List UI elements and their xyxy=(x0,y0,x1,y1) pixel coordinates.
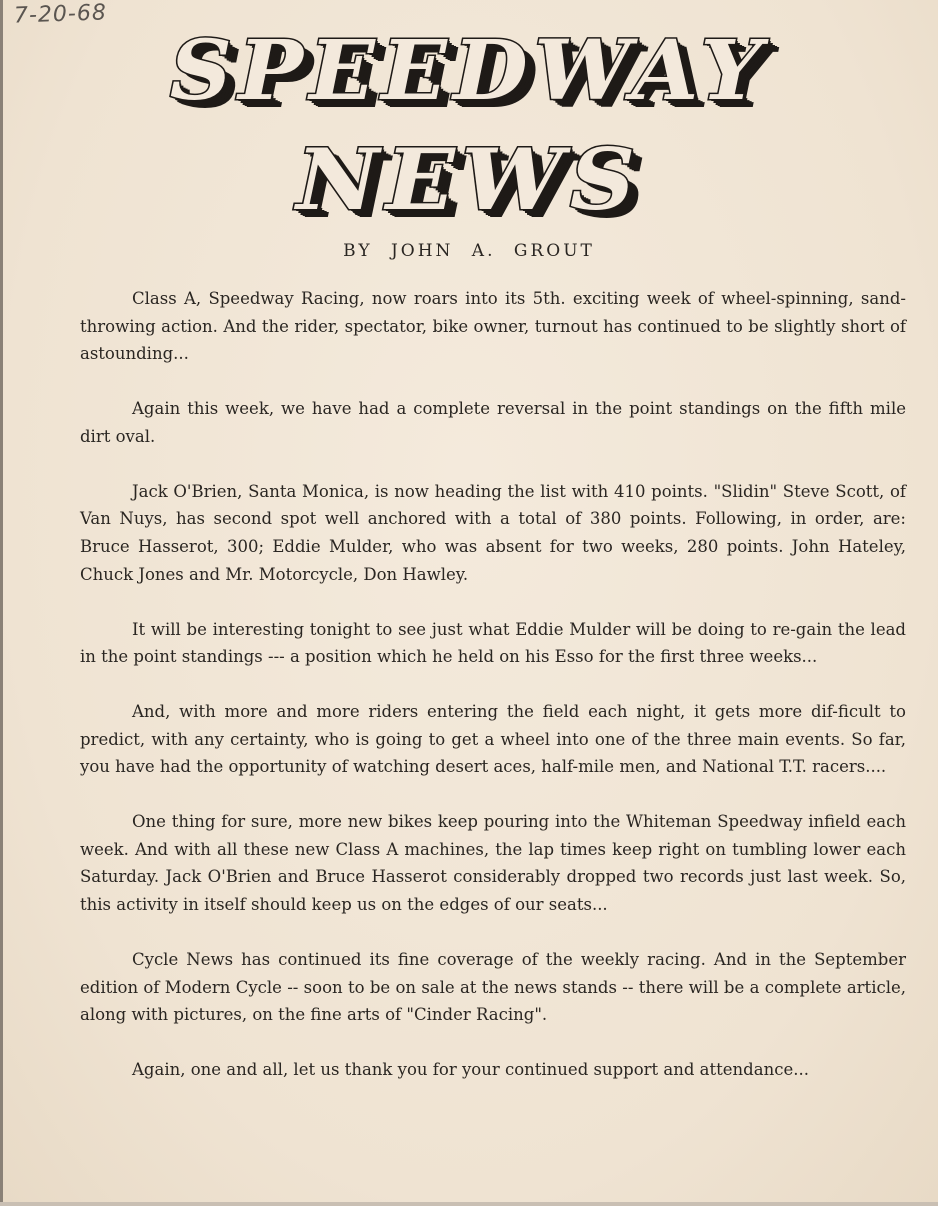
paragraph-1: Class A, Speedway Racing, now roars into its 5th. exciting week of wheel-spinning, sand-throwing action. And the rider, spectator, bike owner, turnout has continued to be slightly short of astounding... xyxy=(80,289,906,364)
masthead-title-line1: SPEEDWAY xyxy=(169,23,769,119)
page-edge-bottom xyxy=(0,1202,938,1206)
article-body xyxy=(80,285,906,1084)
paragraph-5: And, with more and more riders entering the field each night, it gets more dif-ficult to predict, with any certainty, who is going to get a wheel into one of the three main events. So far, you have had the opportunity of watching desert aces, half-mile men, and National T.T. racers.... xyxy=(80,702,906,777)
masthead-title-line2: NEWS xyxy=(296,130,642,229)
paragraph-8: Again, one and all, let us thank you for your continued support and attendance... xyxy=(132,1060,809,1080)
paragraph-7: Cycle News has continued its fine coverage of the weekly racing. And in the September edition of Modern Cycle -- soon to be on sale at the news stands -- there will be a complete article, along with pictures, on the fine arts of "Cinder Racing". xyxy=(80,950,906,1025)
paragraph-2: Again this week, we have had a complete reversal in the point standings on the fifth mile dirt oval. xyxy=(80,399,906,446)
handwritten-date: 7-20-68 xyxy=(13,0,108,29)
paragraph-4: It will be interesting tonight to see just what Eddie Mulder will be doing to re-gain the lead in the point standings --- a position which he held on his Esso for the first three weeks... xyxy=(80,619,906,667)
byline: BY JOHN A. GROUT xyxy=(343,241,595,261)
paragraph-6: One thing for sure, more new bikes keep pouring into the Whiteman Speedway infield each week. And with all these new Class A machines, the lap times keep right on tumbling lower each Saturday. Jack O'Brien and Bruce Hasserot considerably dropped two records just last week. So, this activity in itself should keep us on the edges of our seats... xyxy=(80,812,906,915)
paragraph-3: Jack O'Brien, Santa Monica, is now heading the list with 410 points. "Slidin" Steve Scott, of Van Nuys, has second spot well anchored with a total of 380 points. Following, in order, are: Bruce Hasserot, 300; Eddie Mulder, who was absent for two weeks, 280 points. John Hateley, Chuck Jones and Mr. Motorcycle, Don Hawley. xyxy=(80,481,906,584)
